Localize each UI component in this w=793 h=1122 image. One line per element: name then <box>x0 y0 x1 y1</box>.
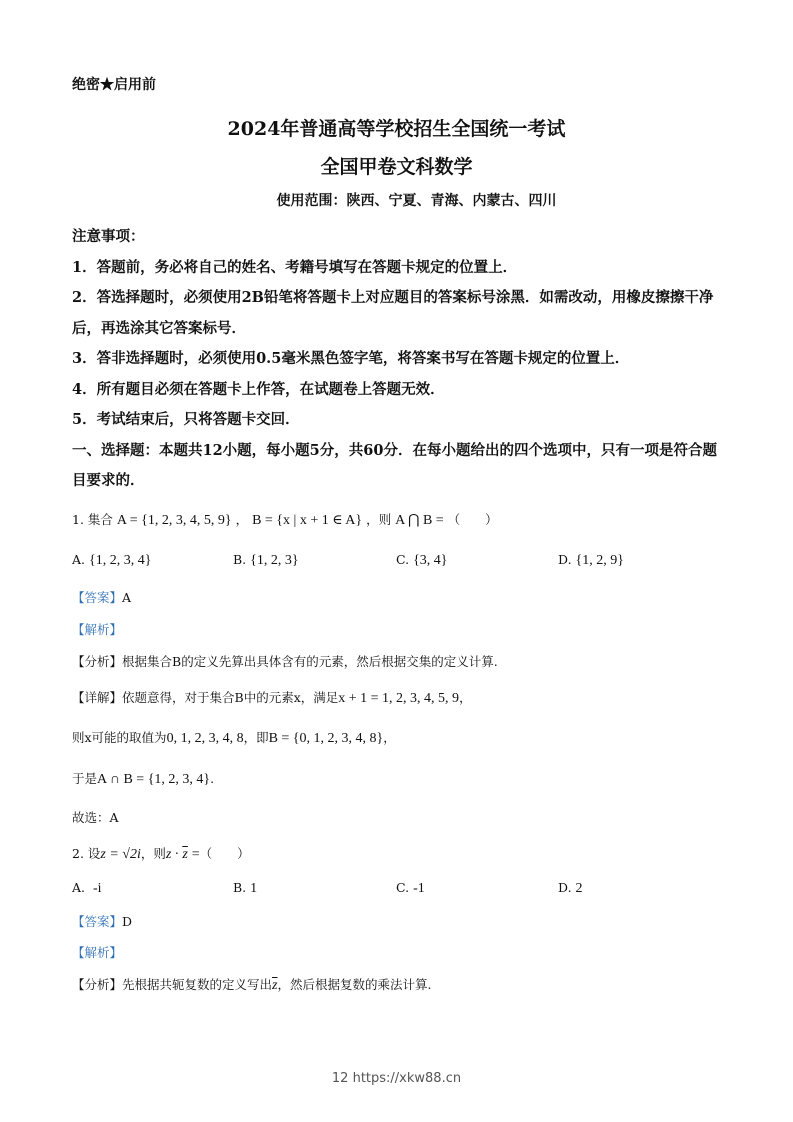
q2-option-a: A. -i <box>72 880 102 896</box>
question-2-stem: 2. 设z = √2i，则$z \cdot \overline{z}$ =（ ） <box>72 846 250 862</box>
q1-choice: 故选：A <box>72 810 119 825</box>
q1-fenxi: 【分析】根据集合B的定义先算出具体含有的元素，然后根据交集的定义计算. <box>72 654 498 669</box>
z-definition: z = √2i <box>100 847 141 862</box>
q1-option-b: B. {1, 2, 3} <box>233 552 299 568</box>
note-item: 3．答非选择题时，必须使用0.5毫米黑色签字笔，将答案书写在答题卡规定的位置上． <box>72 350 630 367</box>
z-conjugate: $\overline{z}$ <box>182 847 188 862</box>
q2-fenxi: 【分析】先根据共轭复数的定义写出$\overline{z}$，然后根据复数的乘法计算. <box>72 977 432 993</box>
set-a-expr: A = {1, 2, 3, 4, 5, 9} <box>116 513 232 528</box>
notes-block <box>72 222 722 497</box>
q2-option-c: C. -1 <box>396 880 425 896</box>
q1-detail-line-3: 于是A ∩ B = {1, 2, 3, 4}. <box>72 771 215 787</box>
usage-scope: 使用范围：陕西、宁夏、青海、内蒙古、四川 <box>276 193 557 209</box>
note-item: 5．考试结束后，只将答题卡交回． <box>72 411 300 428</box>
question-1-stem: 1. 集合 A = {1, 2, 3, 4, 5, 9} ， B = {x | x + 1 ∈ A} ，则 A ⋂ B = （ ） <box>72 512 498 528</box>
page-number: 12 <box>331 1071 349 1086</box>
q1-detail-line-1: 【详解】依题意得，对于集合B中的元素x，满足x + 1 = 1, 2, 3, 4, 5, 9， <box>72 690 472 706</box>
footer-url[interactable]: https://xkw88.cn <box>352 1071 462 1086</box>
q1-analysis-tag: 【解析】 <box>72 622 123 637</box>
intersection-expr: A ⋂ B = <box>395 513 444 528</box>
exam-subtitle: 全国甲卷文科数学 <box>320 156 473 178</box>
notes-heading: 注意事项： <box>72 228 145 245</box>
q2-option-d: D. 2 <box>558 880 583 896</box>
q1-answer: 【答案】A <box>72 590 132 605</box>
q1-detail-line-2: 则x可能的取值为0, 1, 2, 3, 4, 8，即B = {0, 1, 2, 3, 4, 8}， <box>72 730 396 746</box>
q2-answer: 【答案】D <box>72 914 133 929</box>
exam-title: 2024年普通高等学校招生全国统一考试 <box>227 118 566 140</box>
section-heading: 一、选择题：本题共12小题，每小题5分，共60分．在每小题给出的四个选项中，只有一项是符合题目要求的． <box>72 441 717 489</box>
set-b-expr: B = {x | x + 1 ∈ A} <box>252 513 363 528</box>
note-item: 2．答选择题时，必须使用2B铅笔将答题卡上对应题目的答案标号涂黑．如需改动，用橡皮擦擦干净后，再选涂其它答案标号． <box>72 289 714 337</box>
q1-option-c: C. {3, 4} <box>396 552 448 568</box>
note-item: 1．答题前，务必将自己的姓名、考籍号填写在答题卡规定的位置上． <box>72 258 518 276</box>
q1-option-a: A. {1, 2, 3, 4} <box>72 552 152 568</box>
q2-analysis-tag: 【解析】 <box>72 945 123 960</box>
confidential-mark: 绝密★启用前 <box>72 77 156 93</box>
q1-option-d: D. {1, 2, 9} <box>558 552 624 568</box>
page-footer <box>0 1071 793 1086</box>
q2-option-b: B. 1 <box>233 880 258 896</box>
note-item: 4．所有题目必须在答题卡上作答，在试题卷上答题无效． <box>72 380 445 398</box>
